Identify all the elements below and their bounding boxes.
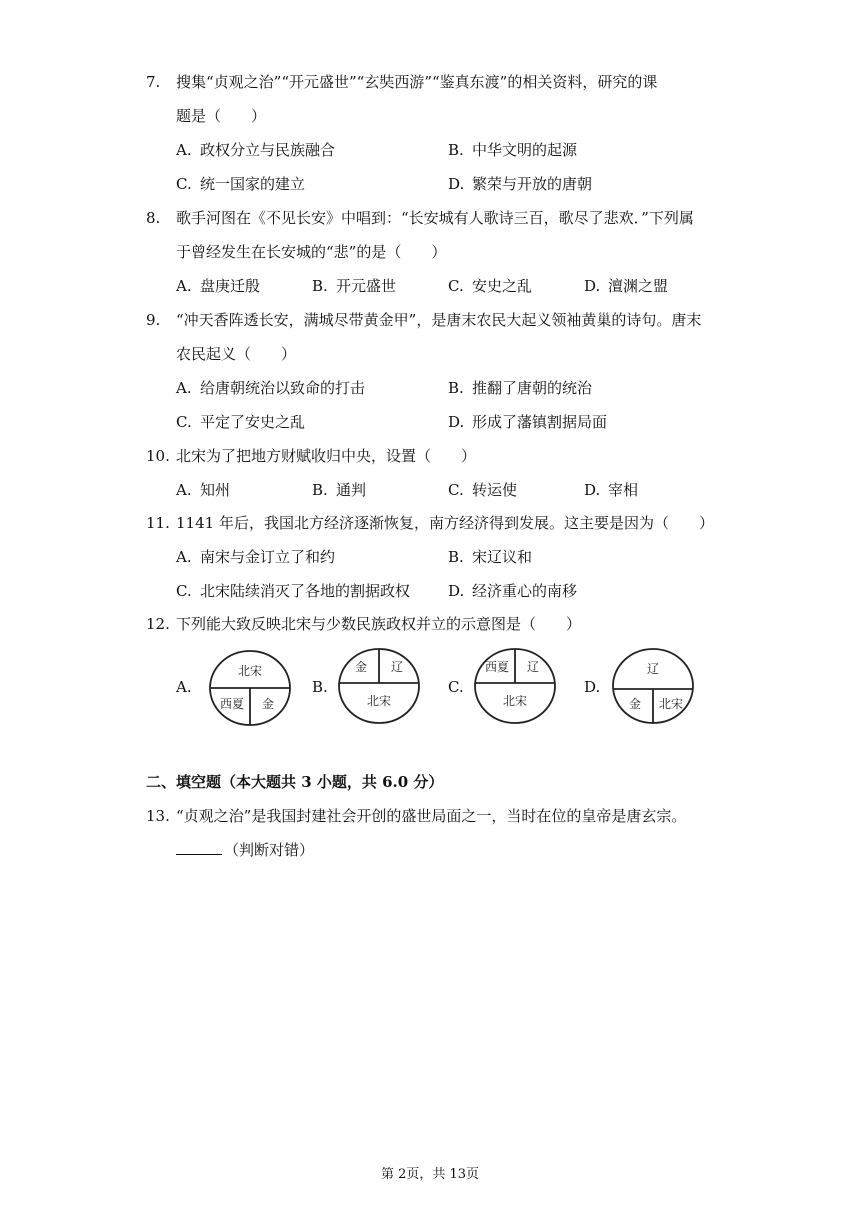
- diagram-a: [208, 648, 292, 728]
- diagram-c-label-bottom-1: 北宋: [502, 694, 528, 708]
- diagram-a-label-bottom-2: 金: [261, 697, 275, 711]
- question-13-number: 13.: [146, 807, 170, 825]
- question-9-stem-line-1: “冲天香阵透长安，满城尽带黄金甲”，是唐末农民大起义领袖黄巢的诗句。唐末: [176, 311, 702, 329]
- question-9-number: 9.: [146, 311, 161, 329]
- diagram-a-label-top-1: 北宋: [237, 664, 263, 678]
- question-10-option-d: D. 宰相: [584, 481, 639, 499]
- question-12-stem-line-1: 下列能大致反映北宋与少数民族政权并立的示意图是（ ）: [176, 615, 582, 633]
- question-10-option-b: B. 通判: [312, 481, 367, 499]
- question-10-option-c: C. 转运使: [448, 481, 518, 499]
- question-11-option-b: B. 宋辽议和: [448, 548, 533, 566]
- diagram-d-label-bottom-2: 北宋: [658, 697, 684, 711]
- question-13-answer-line: [176, 840, 314, 860]
- question-9-option-b: B. 推翻了唐朝的统治: [448, 379, 593, 397]
- answer-blank[interactable]: [176, 840, 222, 855]
- diagram-b-letter: B.: [312, 678, 328, 696]
- question-7-stem-line-2: 题是（ ）: [176, 107, 267, 125]
- question-10-number: 10.: [146, 447, 170, 465]
- question-10-option-a: A. 知州: [176, 481, 231, 499]
- question-8-option-b: B. 开元盛世: [312, 277, 397, 295]
- question-10-stem-line-1: 北宋为了把地方财赋收归中央，设置（ ）: [176, 447, 477, 465]
- question-7-option-d: D. 繁荣与开放的唐朝: [448, 175, 593, 193]
- diagram-c-label-top-1: 西夏: [484, 660, 510, 674]
- question-11-option-a: A. 南宋与金订立了和约: [176, 548, 336, 566]
- question-11-number: 11.: [146, 514, 170, 532]
- question-7-number: 7.: [146, 73, 161, 91]
- diagram-b-label-top-1: 金: [354, 660, 368, 674]
- section-2-heading: 二、填空题（本大题共 3 小题，共 6.0 分）: [146, 773, 444, 791]
- question-13-judge-hint: （判断对错）: [224, 841, 315, 859]
- question-8-option-a: A. 盘庚迁殷: [176, 277, 261, 295]
- question-7-option-b: B. 中华文明的起源: [448, 141, 578, 159]
- diagram-c: [473, 646, 557, 726]
- question-9-option-d: D. 形成了藩镇割据局面: [448, 413, 608, 431]
- question-8-option-c: C. 安史之乱: [448, 277, 533, 295]
- diagram-c-letter: C.: [448, 678, 464, 696]
- question-8-number: 8.: [146, 209, 161, 227]
- page-footer: 第 2页，共 13页: [380, 1167, 480, 1182]
- diagram-d-letter: D.: [584, 678, 601, 696]
- diagram-b-label-bottom-1: 北宋: [366, 694, 392, 708]
- question-13-stem-line-1: “贞观之治”是我国封建社会开创的盛世局面之一，当时在位的皇帝是唐玄宗。: [176, 807, 687, 825]
- diagram-a-letter: A.: [176, 678, 192, 696]
- diagram-b: [337, 646, 421, 726]
- diagram-b-label-top-2: 辽: [390, 660, 404, 674]
- question-12-number: 12.: [146, 615, 170, 633]
- question-8-stem-line-2: 于曾经发生在长安城的“悲”的是（ ）: [176, 243, 447, 261]
- question-8-stem-line-1: 歌手河图在《不见长安》中唱到：“长安城有人歌诗三百，歌尽了悲欢．”下列属: [176, 209, 694, 227]
- question-11-option-d: D. 经济重心的南移: [448, 582, 578, 600]
- question-11-option-c: C. 北宋陆续消灭了各地的割据政权: [176, 582, 411, 600]
- question-11-stem-line-1: 1141 年后，我国北方经济逐渐恢复，南方经济得到发展。这主要是因为（ ）: [176, 514, 714, 532]
- diagram-d: [611, 646, 695, 726]
- question-7-option-a: A. 政权分立与民族融合: [176, 141, 336, 159]
- diagram-a-label-bottom-1: 西夏: [219, 697, 245, 711]
- question-8-option-d: D. 澶渊之盟: [584, 277, 669, 295]
- diagram-d-label-bottom-1: 金: [628, 697, 642, 711]
- question-9-option-c: C. 平定了安史之乱: [176, 413, 306, 431]
- diagram-d-label-top-1: 辽: [646, 662, 660, 676]
- diagram-c-label-top-2: 辽: [526, 660, 540, 674]
- question-7-option-c: C. 统一国家的建立: [176, 175, 306, 193]
- question-9-stem-line-2: 农民起义（ ）: [176, 345, 297, 363]
- question-7-stem-line-1: 搜集“贞观之治”“开元盛世”“玄奘西游”“鉴真东渡”的相关资料，研究的课: [176, 73, 658, 91]
- question-9-option-a: A. 给唐朝统治以致命的打击: [176, 379, 366, 397]
